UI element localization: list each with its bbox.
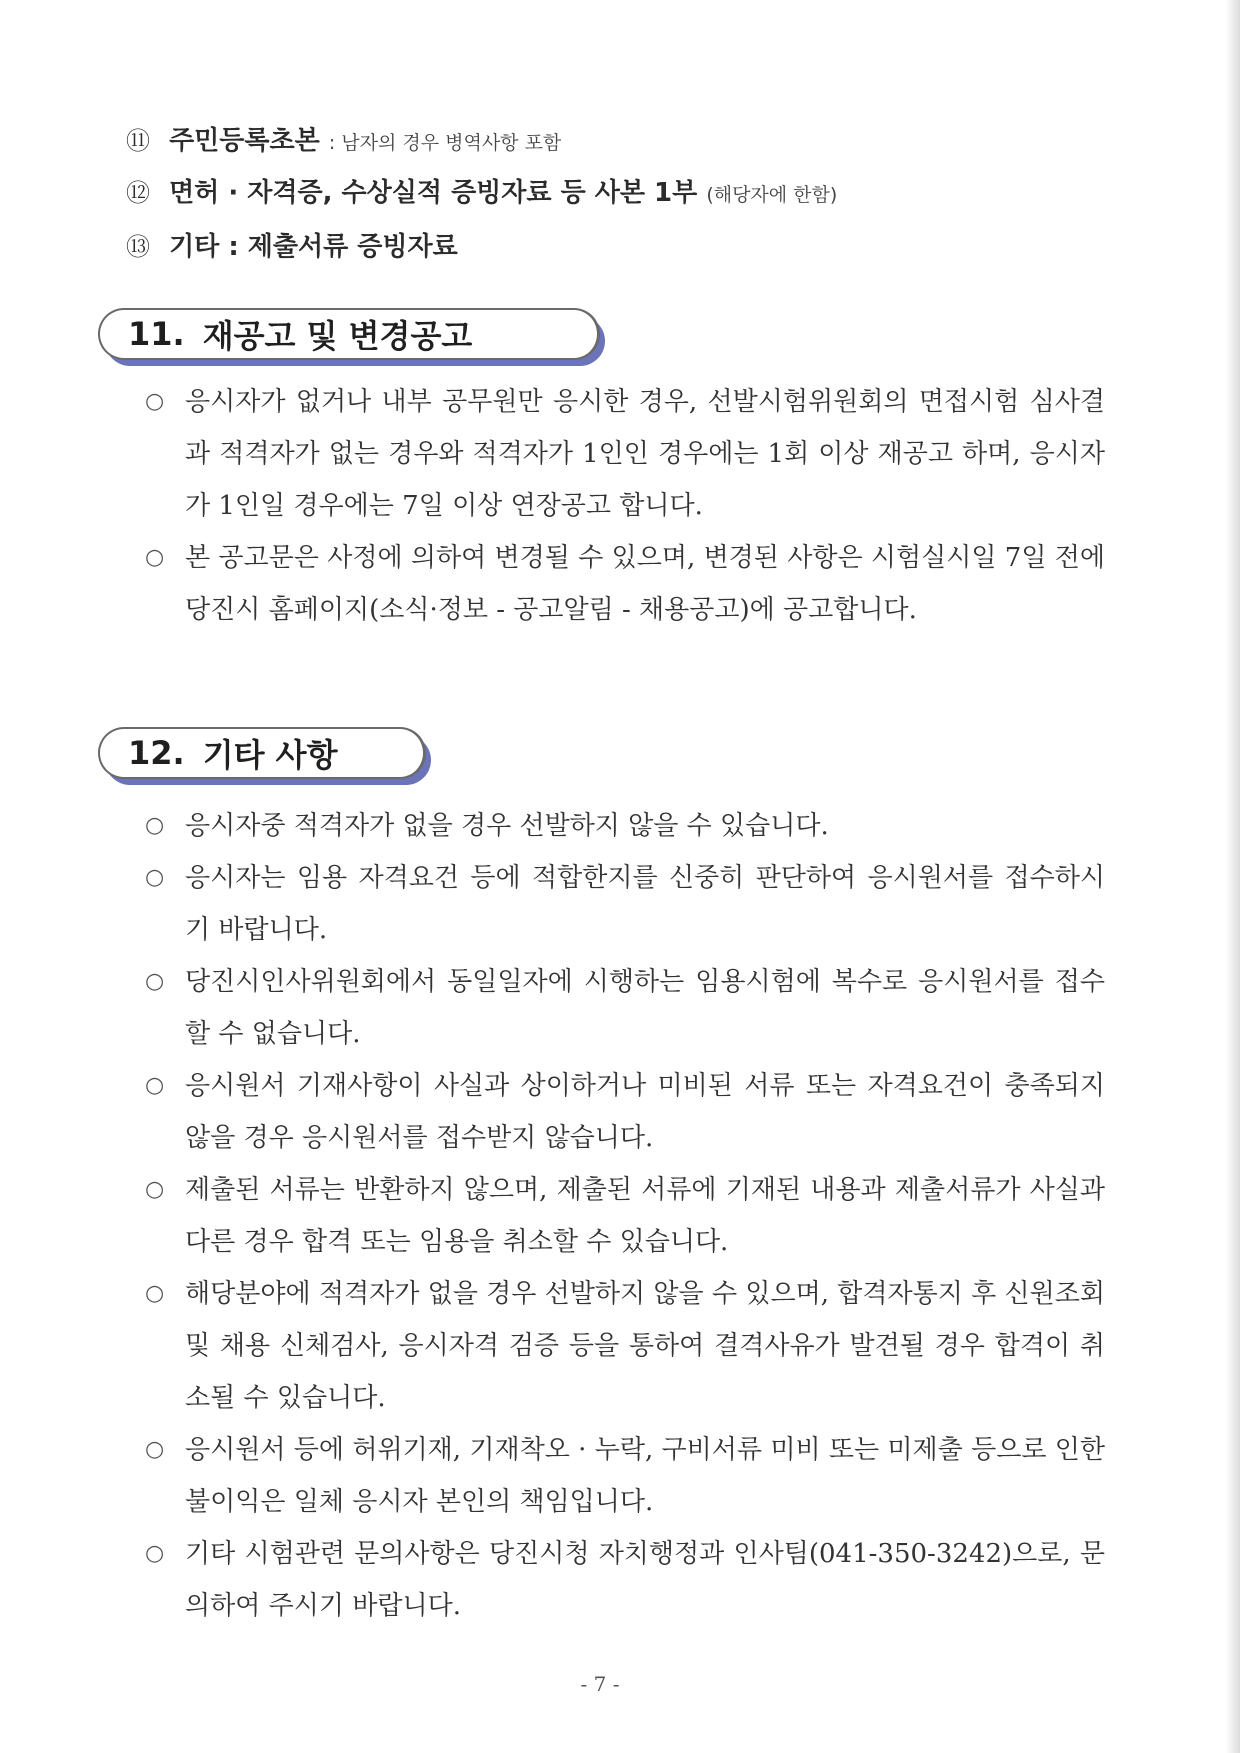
bullet-circle-icon: ○ xyxy=(145,1073,165,1098)
paragraph xyxy=(145,1164,1105,1268)
bullet-circle-icon: ○ xyxy=(145,1541,165,1566)
paragraph-text: 응시자는 임용 자격요건 등에 적합한지를 신중히 판단하여 응시원서를 접수하시기 바랍니다. xyxy=(185,863,1105,945)
bullet-circle-icon: ○ xyxy=(145,813,165,838)
bullet-circle-icon: ○ xyxy=(145,1177,165,1202)
bullet-circle-icon: ○ xyxy=(145,389,165,414)
paragraph xyxy=(145,1528,1105,1632)
bullet-circle-icon: ○ xyxy=(145,545,165,570)
paragraph xyxy=(145,800,1105,852)
paragraph-text: 본 공고문은 사정에 의하여 변경될 수 있으며, 변경된 사항은 시험실시일 7일 전에 당진시 홈페이지(소식·정보 - 공고알림 - 채용공고)에 공고합니다. xyxy=(185,543,1105,625)
item-label: 면허 · 자격증, 수상실적 증빙자료 등 사본 1부 xyxy=(169,178,698,208)
paragraph xyxy=(145,1268,1105,1424)
section-title: 재공고 및 변경공고 xyxy=(202,317,473,355)
bullet-circle-icon: ○ xyxy=(145,1281,165,1306)
paragraph-text: 응시원서 등에 허위기재, 기재착오 · 누락, 구비서류 미비 또는 미제출 등으로 인한 불이익은 일체 응시자 본인의 책임입니다. xyxy=(185,1435,1105,1517)
paragraph xyxy=(145,532,1105,636)
paragraph xyxy=(145,1060,1105,1164)
item-number: ⑫ xyxy=(126,179,150,207)
paragraph xyxy=(145,1424,1105,1528)
item-note: (해당자에 한함) xyxy=(706,184,838,206)
paragraph-text: 제출된 서류는 반환하지 않으며, 제출된 서류에 기재된 내용과 제출서류가 사실과 다른 경우 합격 또는 임용을 취소할 수 있습니다. xyxy=(185,1175,1105,1257)
paragraph xyxy=(145,956,1105,1060)
page-edge-shadow xyxy=(1226,0,1240,1753)
section-heading-12 xyxy=(98,727,426,779)
item-note: : 남자의 경우 병역사항 포함 xyxy=(328,132,562,154)
page-number: - 7 - xyxy=(580,1672,620,1696)
bullet-circle-icon: ○ xyxy=(145,865,165,890)
paragraph xyxy=(145,376,1105,532)
item-number: ⑪ xyxy=(126,127,150,155)
bullet-circle-icon: ○ xyxy=(145,1437,165,1462)
section-number: 12. xyxy=(128,734,185,772)
paragraph-text: 응시원서 기재사항이 사실과 상이하거나 미비된 서류 또는 자격요건이 충족되지 않을 경우 응시원서를 접수받지 않습니다. xyxy=(185,1071,1105,1153)
section-heading-11 xyxy=(98,308,600,360)
paragraph-text: 기타 시험관련 문의사항은 당진시청 자치행정과 인사팀(041-350-3242)으로, 문의하여 주시기 바랍니다. xyxy=(185,1539,1105,1621)
section-number: 11. xyxy=(128,315,185,353)
paragraph-text: 당진시인사위원회에서 동일일자에 시행하는 임용시험에 복수로 응시원서를 접수할 수 없습니다. xyxy=(185,967,1105,1049)
paragraph xyxy=(145,852,1105,956)
item-label: 기타 : 제출서류 증빙자료 xyxy=(169,232,458,262)
doc-item-11 xyxy=(126,120,561,157)
paragraph-text: 해당분야에 적격자가 없을 경우 선발하지 않을 수 있으며, 합격자통지 후 신원조회 및 채용 신체검사, 응시자격 검증 등을 통하여 결격사유가 발견될 경우 합격이 취소될 수 있습니다. xyxy=(185,1279,1105,1413)
item-number: ⑬ xyxy=(126,233,150,261)
section-title: 기타 사항 xyxy=(202,736,338,774)
doc-item-12 xyxy=(126,172,837,209)
item-label: 주민등록초본 xyxy=(169,126,320,156)
paragraph-text: 응시자중 적격자가 없을 경우 선발하지 않을 수 있습니다. xyxy=(185,811,829,841)
doc-item-13 xyxy=(126,226,458,263)
paragraph-text: 응시자가 없거나 내부 공무원만 응시한 경우, 선발시험위원회의 면접시험 심사결과 적격자가 없는 경우와 적격자가 1인인 경우에는 1회 이상 재공고 하며, 응시자가 1인일 경우에는 7일 이상 연장공고 합니다. xyxy=(185,387,1105,521)
bullet-circle-icon: ○ xyxy=(145,969,165,994)
